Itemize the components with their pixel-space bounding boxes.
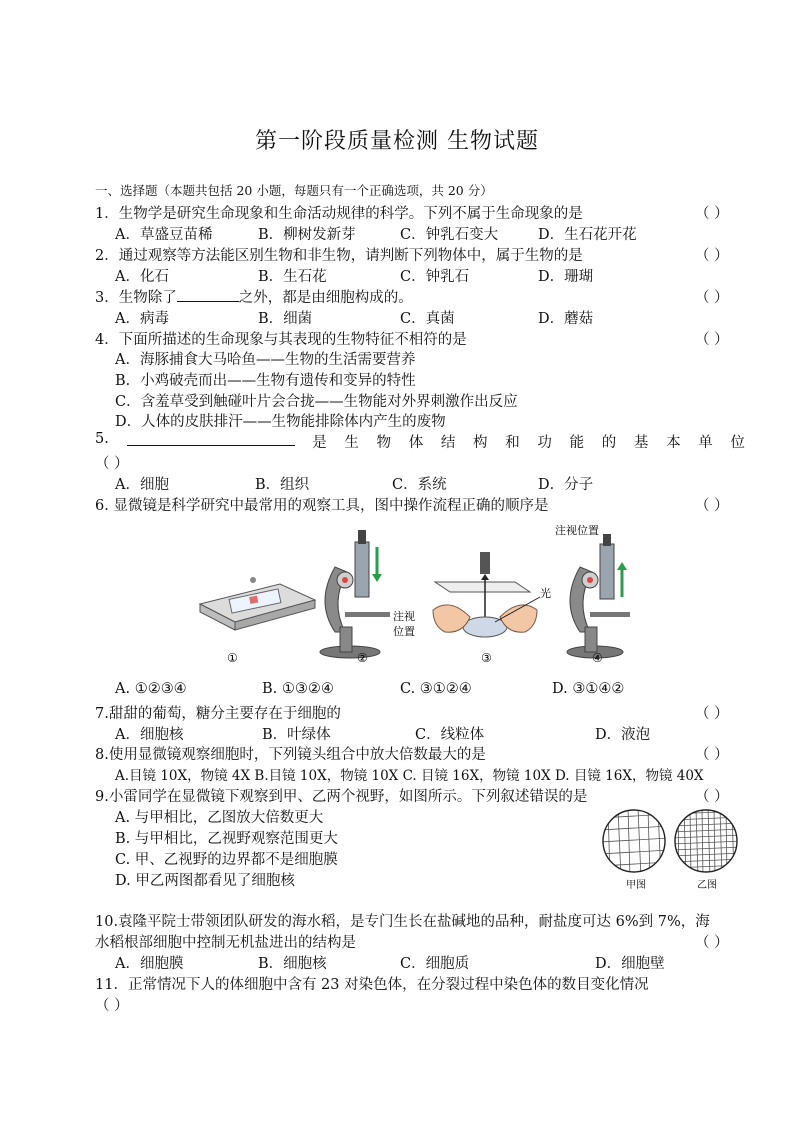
q5-option-b: B．组织 xyxy=(255,477,310,493)
figure-label: ④ xyxy=(592,651,603,665)
answer-paren: （ ） xyxy=(695,498,729,514)
q3-option-c: C．真菌 xyxy=(400,311,455,327)
figure-label: ③ xyxy=(481,651,492,665)
q10-option-b: B．细胞核 xyxy=(258,956,327,972)
q4-option-d: D．人体的皮肤排汗——生物能排除体内产生的废物 xyxy=(115,414,446,430)
question-9-stem: 9.小雷同学在显微镜下观察到甲、乙两个视野，如图所示。下列叙述错误的是 xyxy=(95,789,588,805)
q5-number: 5. xyxy=(95,431,109,447)
light-label: 光 xyxy=(540,587,551,600)
q5-char: 是 xyxy=(312,435,327,451)
answer-paren: （ ） xyxy=(695,332,729,348)
q1-option-a: A．草盛豆苗稀 xyxy=(115,227,213,243)
answer-paren: （ ） xyxy=(95,998,129,1014)
q9-option-d: D. 甲乙两图都看见了细胞核 xyxy=(115,873,295,889)
microscope-fields-figure xyxy=(600,808,742,892)
q6-option-b: B. ①③②④ xyxy=(262,681,334,697)
q3-stem-post: 之外，都是由细胞构成的。 xyxy=(238,290,413,306)
q3-option-b: B．细菌 xyxy=(258,311,313,327)
gaze-label-1: 注视 xyxy=(393,610,415,623)
q5-char: 生 xyxy=(344,435,359,451)
hands-mirror-illustration xyxy=(433,552,540,637)
q5-char: 物 xyxy=(376,435,392,451)
q4-option-c: C．含羞草受到触碰叶片会合拢——生物能对外界刺激作出反应 xyxy=(115,394,518,410)
microscope-illustration xyxy=(320,530,390,658)
q5-option-a: A．细胞 xyxy=(115,477,169,493)
q7-option-b: B．叶绿体 xyxy=(262,727,331,743)
q6-option-a: A. ①②③④ xyxy=(115,681,187,697)
q5-char: 功 xyxy=(537,435,552,451)
q5-char: 和 xyxy=(505,435,520,451)
gaze-label-2: 位置 xyxy=(393,625,415,638)
slide-stage-illustration xyxy=(200,577,315,630)
question-6-stem: 6. 显微镜是科学研究中最常用的观察工具，图中操作流程正确的顺序是 xyxy=(95,498,549,514)
question-3-stem xyxy=(95,286,413,307)
q9-option-b: B. 与甲相比，乙视野观察范围更大 xyxy=(115,831,338,847)
q1-option-c: C．钟乳石变大 xyxy=(400,227,499,243)
fill-blank xyxy=(127,431,295,446)
q7-option-c: C．线粒体 xyxy=(415,727,485,743)
field-b-label: 乙图 xyxy=(697,880,717,891)
question-5-stem xyxy=(95,431,745,452)
q7-option-a: A．细胞核 xyxy=(115,727,184,743)
q7-option-d: D．液泡 xyxy=(595,727,651,743)
question-4-stem: 4．下面所描述的生命现象与其表现的生物特征不相符的是 xyxy=(95,332,467,348)
section-heading: 一、选择题（本题共包括 20 小题，每题只有一个正确选项，共 20 分） xyxy=(95,183,493,198)
q5-char: 体 xyxy=(408,435,424,451)
answer-paren: （ ） xyxy=(695,706,729,722)
answer-paren: （ ） xyxy=(695,935,729,951)
q6-option-c: C. ③①②④ xyxy=(400,681,472,697)
q2-option-d: D．珊瑚 xyxy=(538,269,594,285)
q3-option-a: A．病毒 xyxy=(115,311,169,327)
q10-option-a: A．细胞膜 xyxy=(115,956,184,972)
q5-char: 位 xyxy=(730,435,745,451)
q2-option-c: C．钟乳石 xyxy=(400,269,470,285)
question-11-stem: 11．正常情况下人的体细胞中含有 23 对染色体，在分裂过程中染色体的数目变化情况 xyxy=(95,977,649,993)
q3-stem-pre: 3．生物除了 xyxy=(95,290,177,306)
q3-option-d: D．蘑菇 xyxy=(538,311,594,327)
microscope-steps-figure xyxy=(195,522,645,670)
gaze-top-label: 注视位置 xyxy=(555,524,599,537)
question-2-stem: 2．通过观察等方法能区别生物和非生物，请判断下列物体中，属于生物的是 xyxy=(95,248,583,264)
answer-paren: （ ） xyxy=(695,789,729,805)
field-a-label: 甲图 xyxy=(626,880,646,891)
field-a-view xyxy=(600,808,670,878)
figure-label: ① xyxy=(227,651,238,665)
microscope-illustration xyxy=(567,534,630,658)
question-10-stem-line2: 水稻根部细胞中控制无机盐进出的结构是 xyxy=(95,935,356,951)
q4-option-b: B．小鸡破壳而出——生物有遗传和变异的特性 xyxy=(115,373,416,389)
answer-paren: （ ） xyxy=(695,290,729,306)
q8-options: A.目镜 10X，物镜 4X B.目镜 10X，物镜 10X C. 目镜 16X，物镜 10X D. 目镜 16X，物镜 40X xyxy=(115,768,704,784)
q1-option-d: D．生石花开花 xyxy=(538,227,637,243)
q5-char: 的 xyxy=(601,435,617,451)
q10-option-d: D．细胞壁 xyxy=(595,956,665,972)
q9-option-c: C. 甲、乙视野的边界都不是细胞膜 xyxy=(115,852,338,868)
q9-option-a: A. 与甲相比，乙图放大倍数更大 xyxy=(115,810,324,826)
question-1-stem: 1．生物学是研究生命现象和生命活动规律的科学。下列不属于生命现象的是 xyxy=(95,206,583,222)
q5-char: 单 xyxy=(698,435,713,451)
field-b-view xyxy=(672,808,742,878)
q5-char: 结 xyxy=(440,435,456,451)
q2-option-b: B．生石花 xyxy=(258,269,327,285)
q10-option-c: C．细胞质 xyxy=(400,956,470,972)
q5-char: 构 xyxy=(473,435,488,451)
q2-option-a: A．化石 xyxy=(115,269,169,285)
q1-option-b: B．柳树发新芽 xyxy=(258,227,356,243)
q5-char: 本 xyxy=(666,435,681,451)
exam-title: 第一阶段质量检测 生物试题 xyxy=(255,129,539,154)
answer-paren: （ ） xyxy=(95,456,129,472)
q5-option-c: C．系统 xyxy=(392,477,447,493)
q6-option-d: D. ③①④② xyxy=(552,681,625,697)
fill-blank xyxy=(177,287,239,302)
q5-char: 基 xyxy=(633,435,649,451)
q5-option-d: D．分子 xyxy=(538,477,594,493)
answer-paren: （ ） xyxy=(695,248,729,264)
answer-paren: （ ） xyxy=(695,206,729,222)
q4-option-a: A．海豚捕食大马哈鱼——生物的生活需要营养 xyxy=(115,352,416,368)
question-10-stem-line1: 10.袁隆平院士带领团队研发的海水稻，是专门生长在盐碱地的品种，耐盐度可达 6%到 7%，海 xyxy=(95,914,710,930)
question-7-stem: 7.甜甜的葡萄，糖分主要存在于细胞的 xyxy=(95,706,341,722)
figure-label: ② xyxy=(357,651,368,665)
answer-paren: （ ） xyxy=(695,747,729,763)
q5-char: 能 xyxy=(569,435,585,451)
question-8-stem: 8.使用显微镜观察细胞时，下列镜头组合中放大倍数最大的是 xyxy=(95,747,486,763)
